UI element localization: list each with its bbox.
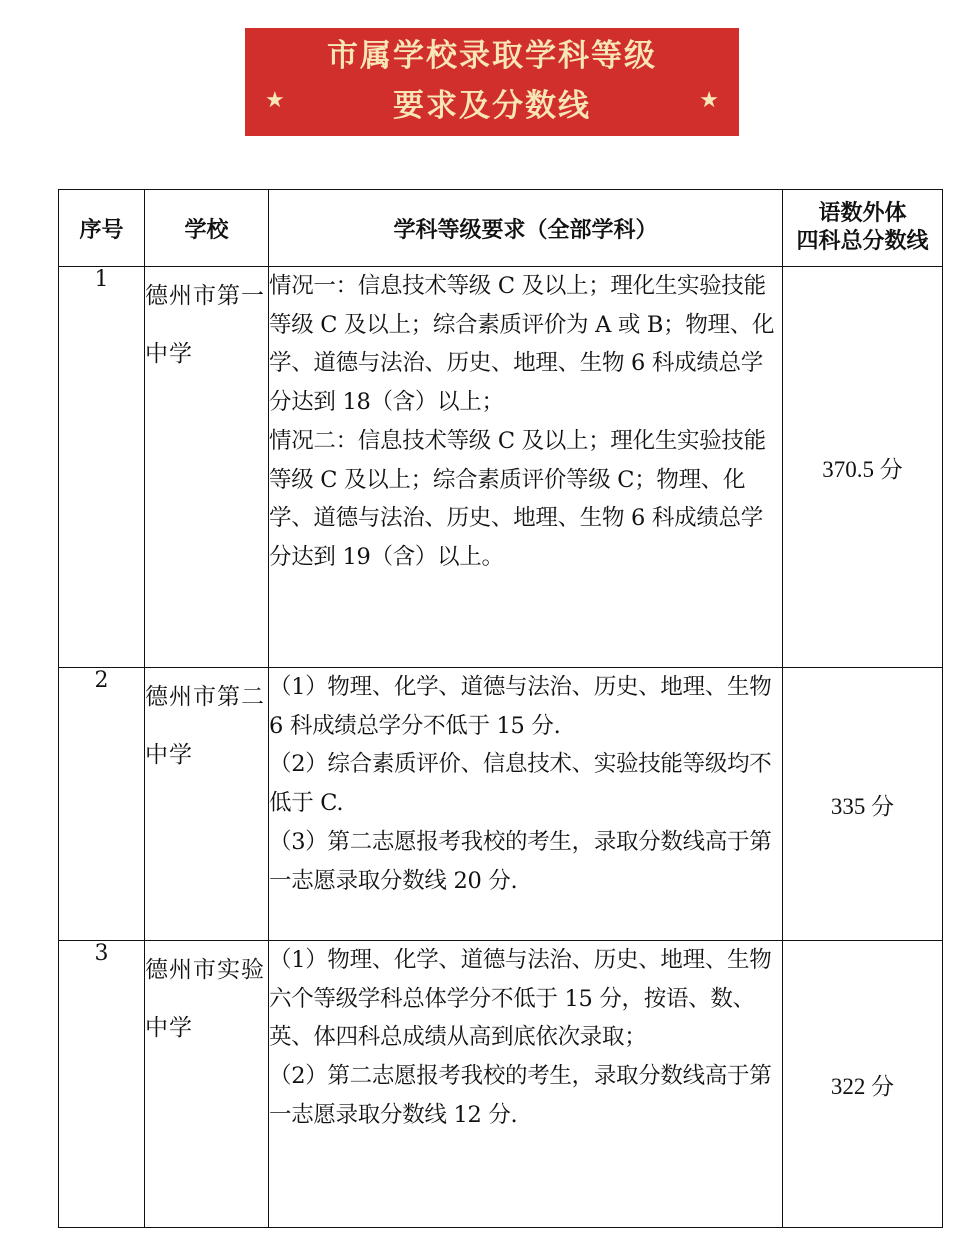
requirements-cell (269, 668, 783, 941)
header-requirements: 学科等级要求（全部学科） (269, 190, 783, 267)
school-name: 德州市第一中学 (145, 267, 269, 668)
requirement-item: （3）第二志愿报考我校的考生，录取分数线高于第一志愿录取分数线 20 分. (269, 828, 772, 894)
requirement-item: （2）第二志愿报考我校的考生，录取分数线高于第一志愿录取分数线 12 分. (269, 1063, 772, 1128)
banner-title-line2: 要求及分数线 (393, 88, 591, 124)
banner-title-line1: 市属学校录取学科等级 (327, 38, 657, 74)
row-index: 2 (59, 668, 145, 941)
requirement-item: 情况一：信息技术等级 C 及以上；理化生实验技能等级 C 及以上；综合素质评价为 A 或 B；物理、化学、道德与法治、历史、地理、生物 6 科成绩总学分达到 18（含）以上； (269, 273, 775, 416)
row-index: 1 (59, 267, 145, 668)
row-index: 3 (59, 941, 145, 1228)
table-row (59, 267, 943, 668)
header-score-line2: 四科总分数线 (796, 229, 929, 254)
title-banner (245, 28, 739, 136)
table-row (59, 668, 943, 941)
school-name: 德州市第二中学 (145, 668, 269, 941)
score-line: 322 分 (783, 941, 943, 1228)
score-line: 370.5 分 (783, 267, 943, 668)
requirement-item: （1）物理、化学、道德与法治、历史、地理、生物六个等级学科总体学分不低于 15 分，按语、数、英、体四科总成绩从高到底依次录取； (269, 947, 772, 1051)
header-score-line1: 语数外体 (818, 201, 907, 226)
star-icon-left: ★ (265, 88, 285, 113)
header-score (783, 190, 943, 267)
admission-table (58, 189, 943, 1228)
requirement-item: （1）物理、化学、道德与法治、历史、地理、生物 6 科成绩总学分不低于 15 分. (269, 674, 772, 739)
score-line: 335 分 (783, 668, 943, 941)
requirements-cell (269, 941, 783, 1228)
requirement-item: 情况二：信息技术等级 C 及以上；理化生实验技能等级 C 及以上；综合素质评价等级 C；物理、化学、道德与法治、历史、地理、生物 6 科成绩总学分达到 19（含）以上。 (269, 427, 766, 570)
star-icon-right: ★ (699, 88, 719, 113)
requirement-item: （2）综合素质评价、信息技术、实验技能等级均不低于 C. (269, 751, 772, 817)
table-header-row (59, 190, 943, 267)
table-row (59, 941, 943, 1228)
header-index: 序号 (59, 190, 145, 267)
school-name: 德州市实验中学 (145, 941, 269, 1228)
header-school: 学校 (145, 190, 269, 267)
requirements-cell (269, 267, 783, 668)
